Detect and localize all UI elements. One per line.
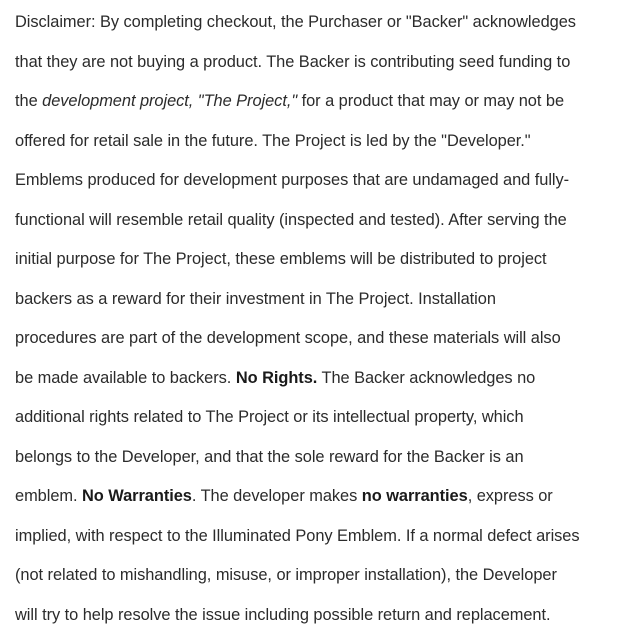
text-line: offered for retail sale in the future. The Project is led by the "Developer.": [15, 131, 531, 150]
text-line: backers as a reward for their investment in The Project. Installation: [15, 289, 496, 308]
no-rights-heading: No Rights.: [235, 368, 318, 387]
text-line: functional will resemble retail quality (inspected and tested). After serving the: [15, 210, 567, 229]
no-warranties-heading: No Warranties: [82, 487, 192, 505]
text-line: be made available to backers. No Rights. The Backer acknowledges no: [15, 368, 536, 387]
project-name-italic: development project, "The Project,": [42, 92, 298, 110]
text-line: (not related to mishandling, misuse, or improper installation), the Developer: [15, 566, 557, 584]
no-warranties-emphasis: no warranties: [361, 487, 468, 505]
text-line: initial purpose for The Project, these emblems will be distributed to project: [15, 250, 547, 268]
text-line: procedures are part of the development scope, and these materials will also: [15, 329, 561, 347]
text-line: that they are not buying a product. The Backer is contributing seed funding to: [15, 52, 571, 71]
text-line: the development project, "The Project," for a product that may or may not be: [15, 92, 565, 110]
text-line: implied, with respect to the Illuminated Pony Emblem. If a normal defect arises: [15, 526, 580, 545]
disclaimer-text: [15, 8, 627, 633]
text-line: Disclaimer: By completing checkout, the Purchaser or "Backer" acknowledges: [15, 13, 576, 31]
text-line: will try to help resolve the issue including possible return and replacement.: [15, 605, 551, 624]
text-line: emblem. No Warranties. The developer makes no warranties, express or: [15, 487, 553, 505]
text-line: additional rights related to The Project or its intellectual property, which: [15, 408, 524, 426]
text-line: Emblems produced for development purposes that are undamaged and fully-: [15, 171, 570, 189]
text-line: belongs to the Developer, and that the sole reward for the Backer is an: [15, 447, 524, 466]
